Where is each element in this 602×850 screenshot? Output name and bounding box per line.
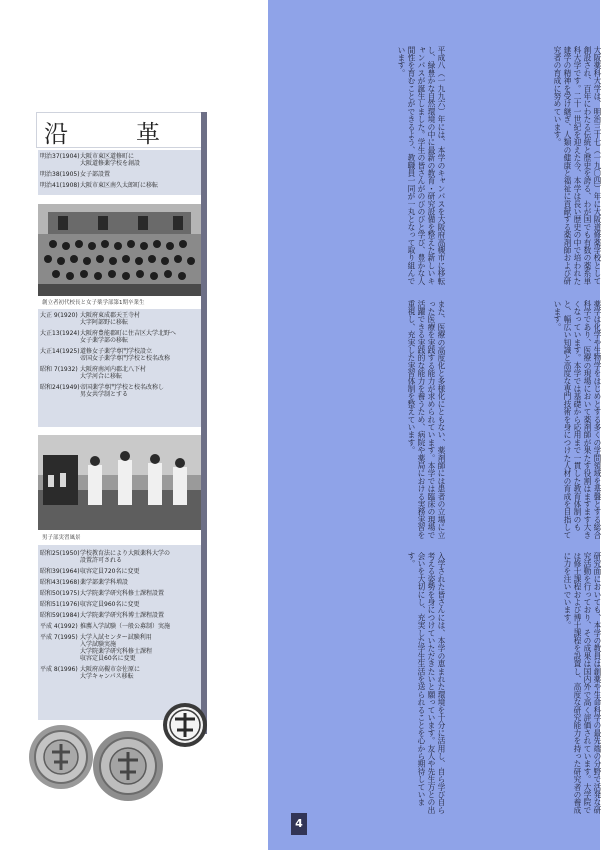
timeline-text: 女子部設置 (80, 171, 111, 178)
timeline-era: 昭和50(1975) (40, 590, 80, 597)
timeline-event (40, 550, 170, 564)
body-paragraph: 研究面においても、本学の教員は創薬や生命科学の最先端の分野で活発な研究活動を行っており、その成果は国内外で高く評価されています。大学院では修士課程および博士課程を設置し、高度な研究能力を持った研究者の養成に力を注いでいます。 (563, 552, 602, 814)
photo-caption-lab: 男子部実習風景 (42, 535, 81, 541)
history-panel (0, 0, 268, 850)
body-paragraph: 入学された皆さんには、本学の恵まれた環境を十分に活用し、自ら学び自ら考える姿勢を身につけていただきたいと願っています。友人や先生方との出会いを大切にし、充実した学生生活を送られることを心から期待しています。 (407, 552, 446, 814)
timeline-text: 大阪市東区南久太郎町に移転 (80, 182, 159, 189)
university-seal-emblem (162, 702, 208, 748)
timeline-text: 大学院薬学研究科博士課程設置 (80, 612, 165, 619)
body-paragraph: 大阪薬科大学は、明治三十七（一九〇四）年に大阪道修薬学校として創設され、百年にわたる伝統と歴史を誇る、わが国でも有数の薬系単科大学です。二十一世紀を迎えた今、本学は長い歴史の中で培われた建学の精神を受け継ぎ、人類の健康と福祉に貢献する薬剤師および研究者の育成に努めています。 (553, 46, 602, 285)
timeline-event (40, 579, 128, 586)
timeline-text: 大阪府南河内郡北八下村 (80, 366, 147, 373)
photo-caption-graduates: 創立者初代校長と女子薬学部第1期卒業生 (42, 300, 145, 306)
timeline-era: 明治41(1908) (40, 182, 80, 189)
timeline-event (40, 182, 158, 189)
timeline-era: 大正 9(1920) (40, 312, 78, 319)
timeline-event (40, 623, 170, 630)
timeline-era: 昭和24(1949) (40, 384, 80, 391)
timeline-text: 大学入試センター試験利用 (80, 634, 152, 641)
timeline-text: 大学院薬学研究科修士課程設置 (80, 590, 165, 597)
timeline-text: 大阪市東区道修町に (80, 153, 135, 160)
body-paragraph: また、医療の高度化と多様化にともない、薬剤師には患者の立場に立った医療を実践する能力が求められています。本学では臨床の現場で活躍できる実践的な能力を養うため、病院や薬局における実務実習を重視し、充実した実習体制を整えています。 (407, 300, 446, 539)
photo-graduates (38, 204, 201, 296)
section-title: 沿 革 (44, 120, 182, 148)
timeline-text: 設置許可される (80, 557, 123, 564)
timeline-era: 明治37(1904) (40, 153, 80, 160)
timeline-era: 昭和 7(1932) (40, 366, 78, 373)
timeline-text: 大阪府東成郡天王寺村 (80, 312, 141, 319)
timeline-text: 収容定員60名に変更 (80, 655, 136, 662)
timeline-era: 明治38(1905) (40, 171, 80, 178)
timeline-text: 大阪道修薬学校を創設 (80, 160, 141, 167)
timeline-era: 平成 7(1995) (40, 634, 78, 641)
timeline-event (40, 568, 139, 575)
timeline-text: 道修女子薬学専門学校設立 (80, 348, 153, 355)
page-number: 4 (291, 813, 307, 835)
timeline-event (40, 330, 176, 344)
timeline-era: 昭和59(1984) (40, 612, 80, 619)
timeline-text: 収容定員720名に変更 (80, 568, 140, 575)
photo-lab-practice (38, 435, 201, 530)
timeline-text: 入学試験実施 (80, 641, 117, 648)
timeline-era: 昭和39(1964) (40, 568, 80, 575)
timeline-text: 大阪府高槻市奈佐原に (80, 666, 141, 673)
timeline-event (40, 634, 152, 662)
timeline-event (40, 366, 146, 380)
timeline-event (40, 153, 140, 167)
timeline-text: 学校教育法により大阪薬科大学の (80, 550, 171, 557)
timeline-event (40, 312, 140, 326)
timeline-event (40, 612, 164, 619)
timeline-text: 推薦入学試験（一般公募制）実施 (80, 623, 171, 630)
timeline-era: 平成 8(1996) (40, 666, 78, 673)
timeline-era: 昭和51(1976) (40, 601, 80, 608)
timeline-era: 昭和43(1968) (40, 579, 80, 586)
timeline-event (40, 666, 140, 680)
body-paragraph: 平成八（一九九六）年には、本学のキャンパスを大阪府高槻市に移転し、緑豊かな自然環境の中に最新の教育・研究設備を整えた新しいキャンパスが誕生しました。学生の皆さんがのびのびと学び、豊かな人間性を育むことができるよう、教職員一同が一丸となって取り組んでいます。 (397, 46, 446, 285)
timeline-text: 帝国女子薬学専門学校と校名改称 (80, 355, 171, 362)
timeline-text: 収容定員960名に変更 (80, 601, 140, 608)
timeline-text: 女子薬学部の移転 (80, 337, 129, 344)
timeline-text: 大学キャンパス移転 (80, 673, 134, 680)
timeline-text: 男女共学制とする (80, 391, 129, 398)
medal-emblem-left (28, 724, 94, 790)
medal-emblem-right (92, 730, 164, 802)
timeline-text: 帝国薬学専門学校と校名改称し (80, 384, 165, 391)
timeline-event (40, 384, 164, 398)
timeline-event (40, 590, 164, 597)
timeline-text: 薬学部薬学科増設 (80, 579, 129, 586)
timeline-text: 大字阿部野に移転 (80, 319, 129, 326)
timeline-era: 大正13(1924) (40, 330, 80, 337)
accent-bar (201, 112, 207, 734)
timeline-event (40, 601, 139, 608)
timeline-text: 大学院薬学研究科修士課程 (80, 648, 153, 655)
body-paragraph: 薬学は化学や生物学をはじめとする多くの学問領域を基盤とする総合科学であり、医療の現場において薬剤師が果たす役割はますます大きくなっています。本学では基礎から応用まで一貫した教育体制のもと、幅広い知識と高度な専門技術を身につけた人材の育成を目指しています。 (553, 300, 602, 539)
timeline-text: 大阪府豊能郡町に住吉区大学北野へ (80, 330, 177, 337)
timeline-era: 昭和25(1950) (40, 550, 80, 557)
timeline-event (40, 348, 170, 362)
timeline-event (40, 171, 110, 178)
timeline-era: 平成 4(1992) (40, 623, 78, 630)
timeline-era: 大正14(1925) (40, 348, 80, 355)
timeline-text: 大学河合に移転 (80, 373, 123, 380)
